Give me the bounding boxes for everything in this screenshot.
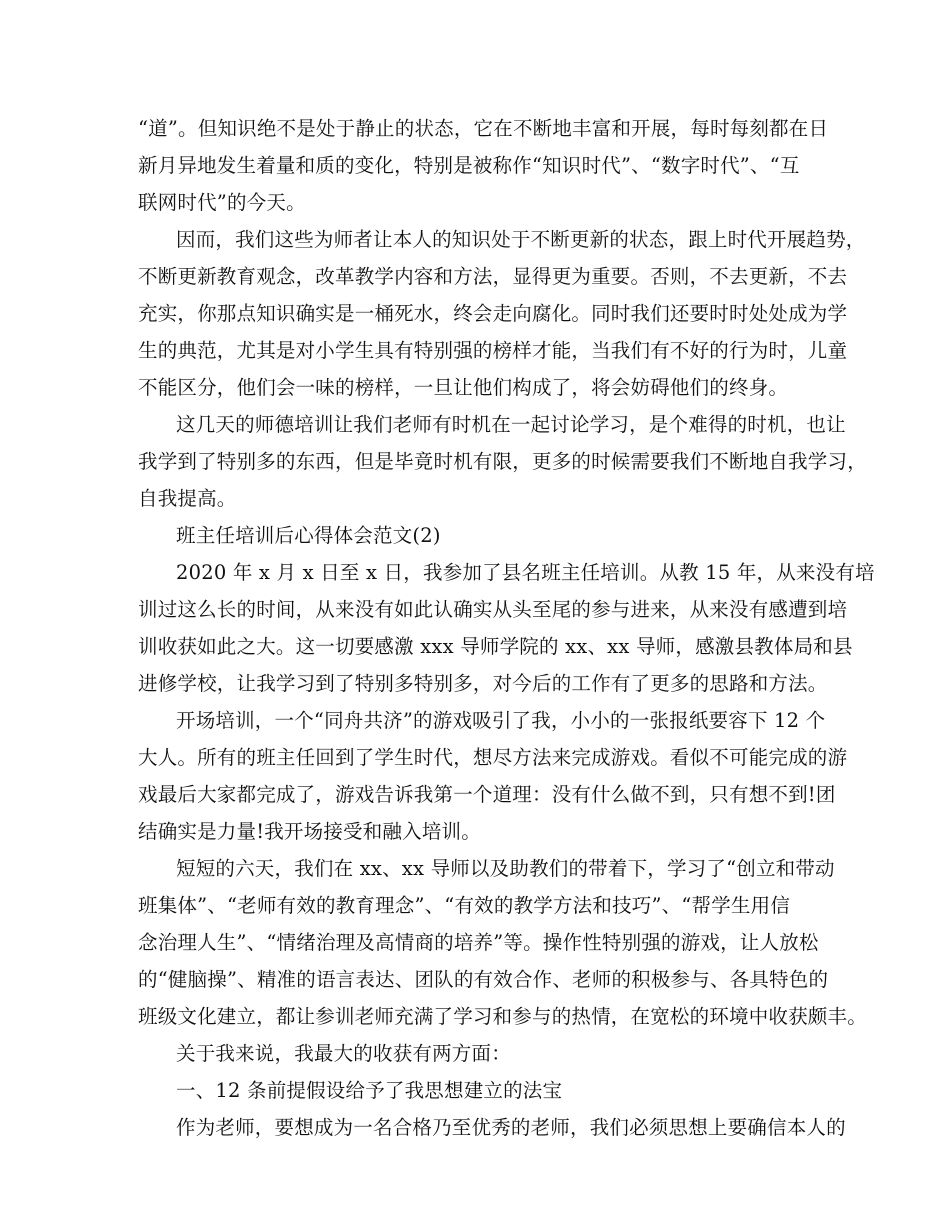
text-line: 不断更新教育观念，改革教学内容和方法，显得更为重要。否则，不去更新，不去: [138, 265, 848, 288]
text-line: 训过这么长的时间，从来没有如此认确实从头至尾的参与进来，从来没有感遭到培: [138, 598, 848, 621]
paragraph-start-line: 短短的六天，我们在 xx、xx 导师以及助教们的带着下，学习了“创立和带动: [176, 857, 835, 880]
text-line: 训收获如此之大。这一切要感激 xxx 导师学院的 xx、xx 导师，感激县教体局和县: [138, 635, 853, 658]
text-line: “道”。但知识绝不是处于静止的状态，它在不断地丰富和开展，每时每刻都在日: [138, 117, 829, 140]
text-line: 不能区分，他们会一味的榜样，一旦让他们构成了，将会妨碍他们的终身。: [138, 376, 789, 399]
text-line: 充实，你那点知识确实是一桶死水，终会走向腐化。同时我们还要时时处处成为学: [138, 302, 848, 325]
text-line: 结确实是力量!我开场接受和融入培训。: [138, 820, 481, 843]
text-line: 班级文化建立，都让参训老师充满了学习和参与的热情，在宽松的环境中收获颇丰。: [138, 1005, 867, 1028]
text-line: 我学到了特别多的东西，但是毕竟时机有限，更多的时候需要我们不断地自我学习，: [138, 450, 867, 473]
paragraph-start-line: 这几天的师德培训让我们老师有时机在一起讨论学习，是个难得的时机，也让: [176, 413, 846, 436]
text-line: 戏最后大家都完成了，游戏告诉我第一个道理：没有什么做不到，只有想不到!团: [138, 783, 836, 806]
paragraph-start-line: 开场培训，一个“同舟共济”的游戏吸引了我，小小的一张报纸要容下 12 个: [176, 709, 826, 732]
text-line: 班集体”、“老师有效的教育理念”、“有效的教学方法和技巧”、“帮学生用信: [138, 894, 791, 917]
text-line: 大人。所有的班主任回到了学生时代，想尽方法来完成游戏。看似不可能完成的游: [138, 746, 848, 769]
text-line: 自我提高。: [138, 487, 237, 510]
text-line: 念治理人生”、“情绪治理及高情商的培养”等。操作性特别强的游戏，让人放松: [138, 931, 819, 954]
section-heading: 班主任培训后心得体会范文(2): [176, 524, 441, 547]
paragraph-start-line: 作为老师，要想成为一名合格乃至优秀的老师，我们必须思想上要确信本人的: [176, 1116, 846, 1139]
text-line: 生的典范，尤其是对小学生具有特别强的榜样才能，当我们有不好的行为时，儿童: [138, 339, 848, 362]
paragraph-start-line: 关于我来说，我最大的收获有两方面：: [176, 1042, 511, 1065]
paragraph-start-line: 2020 年 x 月 x 日至 x 日，我参加了县名班主任培训。从教 15 年，从来没有培: [176, 561, 875, 584]
list-heading: 一、12 条前提假设给予了我思想建立的法宝: [176, 1079, 563, 1102]
text-line: 联网时代”的今天。: [138, 191, 306, 214]
text-line: 新月异地发生着量和质的变化，特别是被称作“知识时代”、“数字时代”、“互: [138, 154, 800, 177]
paragraph-start-line: 因而，我们这些为师者让本人的知识处于不断更新的状态，跟上时代开展趋势，: [176, 228, 866, 251]
text-line: 进修学校，让我学习到了特别多特别多，对今后的工作有了更多的思路和方法。: [138, 672, 828, 695]
text-line: 的“健脑操”、精准的语言表达、团队的有效合作、老师的积极参与、各具特色的: [138, 968, 829, 991]
